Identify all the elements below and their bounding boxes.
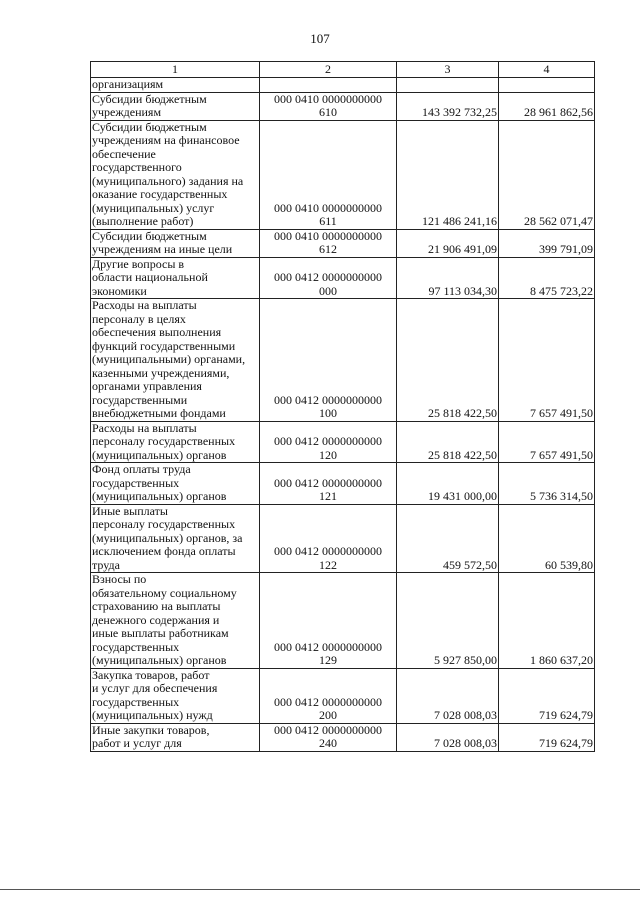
row-value-col4: 8 475 723,22 [499, 257, 595, 299]
row-value-col3: 459 572,50 [397, 504, 499, 573]
row-value-col3: 21 906 491,09 [397, 229, 499, 257]
row-value-col4: 60 539,80 [499, 504, 595, 573]
row-value-col3: 5 927 850,00 [397, 573, 499, 669]
row-code: 000 0410 0000000000 610 [260, 92, 397, 120]
row-code: 000 0412 0000000000 240 [260, 723, 397, 751]
row-code: 000 0412 0000000000 121 [260, 463, 397, 505]
page-number: 107 [310, 31, 330, 46]
table-row [91, 463, 595, 505]
row-value-col3: 97 113 034,30 [397, 257, 499, 299]
row-value-col3 [397, 78, 499, 93]
row-code: 000 0412 0000000000 120 [260, 421, 397, 463]
row-name: Иные выплаты персоналу государственных (муниципальных) органов, за исключением фонда оплаты труда [91, 504, 260, 573]
row-value-col3: 25 818 422,50 [397, 421, 499, 463]
row-value-col4: 1 860 637,20 [499, 573, 595, 669]
row-value-col4: 7 657 491,50 [499, 421, 595, 463]
budget-table [90, 61, 595, 752]
table-row [91, 299, 595, 422]
row-name: Расходы на выплаты персоналу в целях обеспечения выполнения функций государственными (муниципальными) органами, казенными учреждениями, органами управления государственными внебюджетными фондами [91, 299, 260, 422]
header-col-1: 1 [91, 62, 260, 78]
table-row [91, 120, 595, 229]
row-value-col4: 719 624,79 [499, 668, 595, 723]
row-name: Субсидии бюджетным учреждениям [91, 92, 260, 120]
row-name: Взносы по обязательному социальному страхованию на выплаты денежного содержания и иные выплаты работникам государственных (муниципальных) органов [91, 573, 260, 669]
row-value-col3: 19 431 000,00 [397, 463, 499, 505]
row-code: 000 0412 0000000000 000 [260, 257, 397, 299]
table-row [91, 92, 595, 120]
row-code: 000 0412 0000000000 129 [260, 573, 397, 669]
row-value-col4: 719 624,79 [499, 723, 595, 751]
row-value-col3: 143 392 732,25 [397, 92, 499, 120]
row-name: Иные закупки товаров, работ и услуг для [91, 723, 260, 751]
row-value-col4: 28 562 071,47 [499, 120, 595, 229]
row-name: Субсидии бюджетным учреждениям на иные цели [91, 229, 260, 257]
row-code [260, 78, 397, 93]
table-row [91, 229, 595, 257]
row-value-col3: 7 028 008,03 [397, 668, 499, 723]
row-code: 000 0410 0000000000 612 [260, 229, 397, 257]
header-col-2: 2 [260, 62, 397, 78]
table-row [91, 504, 595, 573]
row-value-col4: 399 791,09 [499, 229, 595, 257]
row-name: организациям [91, 78, 260, 93]
row-value-col3: 7 028 008,03 [397, 723, 499, 751]
table-row [91, 257, 595, 299]
row-name: Расходы на выплаты персоналу государственных (муниципальных) органов [91, 421, 260, 463]
row-value-col4 [499, 78, 595, 93]
row-name: Субсидии бюджетным учреждениям на финансовое обеспечение государственного (муниципального) задания на оказание государственных (муниципальных) услуг (выполнение работ) [91, 120, 260, 229]
header-col-3: 3 [397, 62, 499, 78]
header-row [91, 62, 595, 78]
row-code: 000 0412 0000000000 100 [260, 299, 397, 422]
row-code: 000 0410 0000000000 611 [260, 120, 397, 229]
header-col-4: 4 [499, 62, 595, 78]
table-header [91, 62, 595, 78]
row-code: 000 0412 0000000000 122 [260, 504, 397, 573]
row-name: Фонд оплаты труда государственных (муниципальных) органов [91, 463, 260, 505]
table-row [91, 723, 595, 751]
table-body [91, 78, 595, 752]
table-row [91, 78, 595, 93]
row-name: Закупка товаров, работ и услуг для обеспечения государственных (муниципальных) нужд [91, 668, 260, 723]
row-name: Другие вопросы в области национальной экономики [91, 257, 260, 299]
row-value-col4: 28 961 862,56 [499, 92, 595, 120]
page-bottom-rule [0, 889, 640, 890]
row-value-col4: 7 657 491,50 [499, 299, 595, 422]
row-value-col3: 25 818 422,50 [397, 299, 499, 422]
row-value-col3: 121 486 241,16 [397, 120, 499, 229]
table-row [91, 573, 595, 669]
table-row [91, 668, 595, 723]
row-code: 000 0412 0000000000 200 [260, 668, 397, 723]
table-row [91, 421, 595, 463]
row-value-col4: 5 736 314,50 [499, 463, 595, 505]
